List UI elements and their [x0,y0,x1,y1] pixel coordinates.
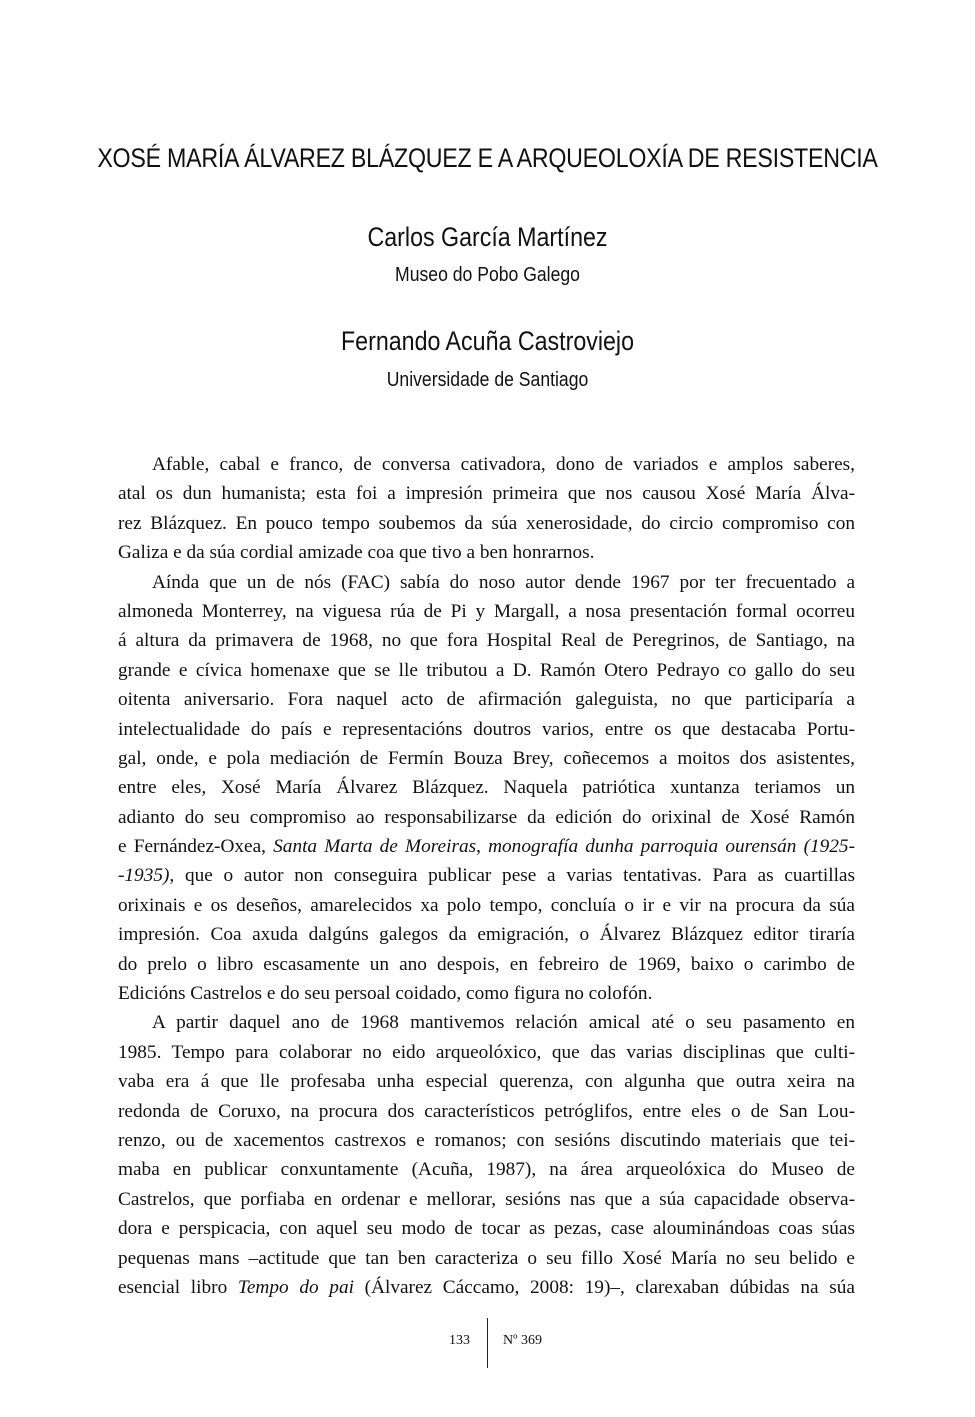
body-line: grande e cívica homenaxe que se lle tributou a D. Ramón Otero Pedrayo co gallo do seu [118,659,855,681]
body-line-mixed [118,1273,855,1302]
book-title-italic: Tempo do pai [237,1276,354,1298]
author-affiliation-1: Museo do Pobo Galego [395,264,580,286]
body-line: do prelo o libro escasamente un ano despois, en febreiro de 1969, baixo o carimbo de [118,953,855,975]
article-body [118,450,855,1302]
body-line-mixed [118,861,855,890]
body-line: Galiza e da súa cordial amizade coa que tivo a ben honrarnos. [118,542,595,564]
body-line: impresión. Coa axuda dalgúns galegos da emigración, o Álvarez Blázquez editor tiraría [118,924,855,946]
body-line: á altura da primavera de 1968, no que fora Hospital Real de Peregrinos, de Santiago, na [118,630,855,652]
text-run: , [476,836,489,858]
body-line: A partir daquel ano de 1968 mantivemos relación amical até o seu pasamento en [152,1012,855,1034]
issue-number: Nº 369 [503,1333,542,1348]
text-run: , que o autor non conseguira publicar pese a varias tentativas. Para as cuartillas [169,865,855,887]
body-line: Edicións Castrelos e do seu persoal coidado, como figura no colofón. [118,983,653,1005]
page-number: 133 [449,1333,470,1348]
body-line: gal, onde, e pola mediación de Fermín Bouza Brey, coñecemos a moitos dos asistentes, [118,747,855,769]
body-line: Aínda que un de nós (FAC) sabía do noso autor dende 1967 por ter frecuentado a [152,571,855,593]
body-line-mixed [118,832,855,861]
article-title: XOSÉ MARÍA ÁLVAREZ BLÁZQUEZ E A ARQUEOLOXÍA DE RESISTENCIA [97,143,878,173]
body-line: pequenas mans –actitude que tan ben caracteriza o seu fillo Xosé María no seu belido e [118,1247,855,1269]
body-line: entre eles, Xosé María Álvarez Blázquez. Naquela patriótica xuntanza teriamos un [118,777,855,799]
body-line: renzo, ou de xacementos castrexos e romanos; con sesións discutindo materiais que tei- [118,1129,855,1151]
body-line: redonda de Coruxo, na procura dos característicos petróglifos, entre eles o de San Lou- [118,1100,855,1122]
body-line: 1985. Tempo para colaborar no eido arqueolóxico, que das varias disciplinas que culti- [118,1041,855,1063]
author-name-2: Fernando Acuña Castroviejo [340,326,635,356]
body-line: Afable, cabal e franco, de conversa cativadora, dono de variados e amplos saberes, [152,454,855,475]
author-name-1: Carlos García Martínez [367,222,608,252]
body-line: adianto do seu compromiso ao responsabilizarse da edición do orixinal de Xosé Ramón [118,806,855,828]
footer-divider [487,1318,488,1368]
body-line: Castrelos, que porfiaba en ordenar e mellorar, sesións nas que a súa capacidade observa- [118,1188,855,1210]
book-subtitle-italic-cont: -1935) [118,865,170,887]
author-affiliation-2: Universidade de Santiago [386,369,589,391]
body-line: dora e perspicacia, con aquel seu modo de tocar as pezas, case alouminándoas coas súas [118,1218,855,1240]
body-line: oitenta aniversario. Fora naquel acto de afirmación galeguista, no que participaría a [118,689,855,711]
body-line: orixinais e os deseños, amarelecidos xa polo tempo, concluía o ir e vir na procura da súa [118,894,855,916]
text-run: e Fernández-Oxea, [118,836,274,858]
body-line: intelectualidade do país e representacións doutros varios, entre os que destacaba Portu- [118,718,855,740]
text-run: esencial libro [118,1276,238,1298]
book-subtitle-italic: monografía dunha parroquia ourensán (1925- [488,836,855,858]
book-title-italic: Santa Marta de Moreiras [273,836,477,858]
body-line: rez Blázquez. En pouco tempo soubemos da súa xenerosidade, do circio compromiso con [118,512,855,534]
body-line: maba en publicar conxuntamente (Acuña, 1987), na área arqueolóxica do Museo de [118,1159,855,1181]
body-line: almoneda Monterrey, na viguesa rúa de Pi y Margall, a nosa presentación formal ocorreu [118,600,855,622]
body-line: atal os dun humanista; esta foi a impresión primeira que nos causou Xosé María Álva- [118,483,855,505]
text-run: (Álvarez Cáccamo, 2008: 19)–, clarexaban dúbidas na súa [353,1276,855,1298]
body-line: vaba era á que lle profesaba unha especial querenza, con algunha que outra xeira na [118,1071,855,1093]
